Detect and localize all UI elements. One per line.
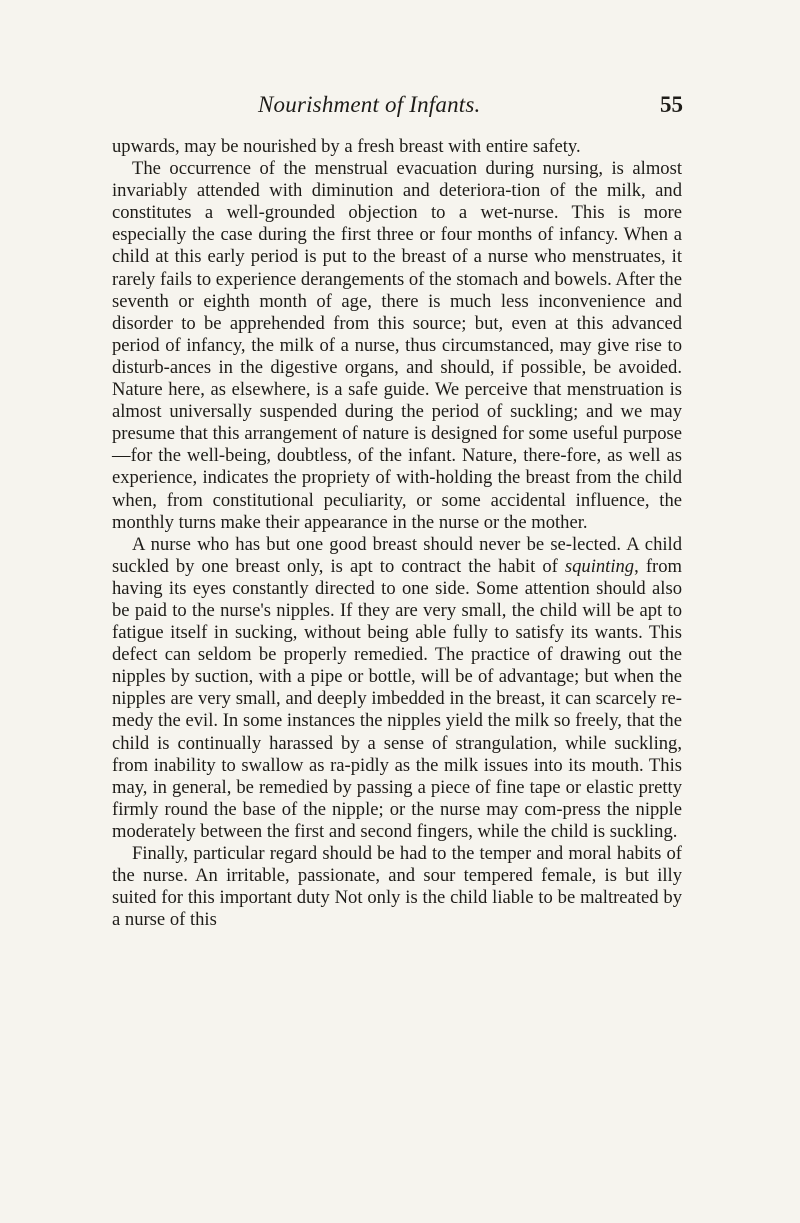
page-number: 55 <box>660 92 683 117</box>
paragraph-nipples-before: A nurse who has but one good breast should never be se-lected. A child suckled by one breast only, is apt to contract the habit of <box>112 533 682 577</box>
paragraph-menstruation: The occurrence of the menstrual evacuation during nursing, is almost invariably attended with diminution and deteriora-tion of the milk, and constitutes a well-grounded objection to a wet-nurse. This is more especially the case during the first three or four months of infancy. When a child at this early period is put to the breast of a nurse who menstruates, it rarely fails to experience derangements of the stomach and bowels. After the seventh or eighth month of age, there is much less inconvenience and disorder to be apprehended from this source; but, even at this advanced period of infancy, the milk of a nurse, thus circumstanced, may give rise to disturb-ances in the digestive organs, and should, if possible, be avoided. Nature here, as elsewhere, is a safe guide. We perceive that menstruation is almost universally suspended during the period of suckling; and we may presume that this arrangement of nature is designed for some useful purpose—for the well-being, doubtless, of the infant. Nature, there-fore, as well as experience, indicates the propriety of with-holding the breast from the child when, from constitutional peculiarity, or some accidental influence, the monthly turns make their appearance in the nurse or the mother. <box>112 158 682 533</box>
running-head <box>258 92 683 122</box>
paragraph-temper: Finally, particular regard should be had to the temper and moral habits of the nurse. An irritable, passionate, and sour tempered female, is but illy suited for this important duty Not only is the child liable to be maltreated by a nurse of this <box>112 843 682 931</box>
paragraph-nipples-after: , from having its eyes constantly directed to one side. Some attention should also be paid to the nurse's nipples. If they are very small, the child will be apt to fatigue itself in sucking, without being able fully to satisfy its wants. This defect can seldom be properly remedied. The practice of drawing out the nipples by suction, with a pipe or bottle, will be of advantage; but when the nipples are very small, and deeply imbedded in the breast, it can scarcely re-medy the evil. In some instances the nipples yield the milk so freely, that the child is continually harassed by a sense of strangulation, while suckling, from inability to swallow as ra-pidly as the milk issues into its mouth. This may, in general, be remedied by passing a piece of fine tape or elastic pretty firmly round the base of the nipple; or the nurse may com-press the nipple moderately between the first and second fingers, while the child is suckling. <box>112 555 682 842</box>
emphasis-squinting: squinting <box>564 555 635 577</box>
paragraph-nipples <box>112 534 682 843</box>
body-text <box>112 136 682 931</box>
paragraph-continuation: upwards, may be nourished by a fresh breast with entire safety. <box>112 136 581 157</box>
running-title: Nourishment of Infants. <box>258 92 481 117</box>
